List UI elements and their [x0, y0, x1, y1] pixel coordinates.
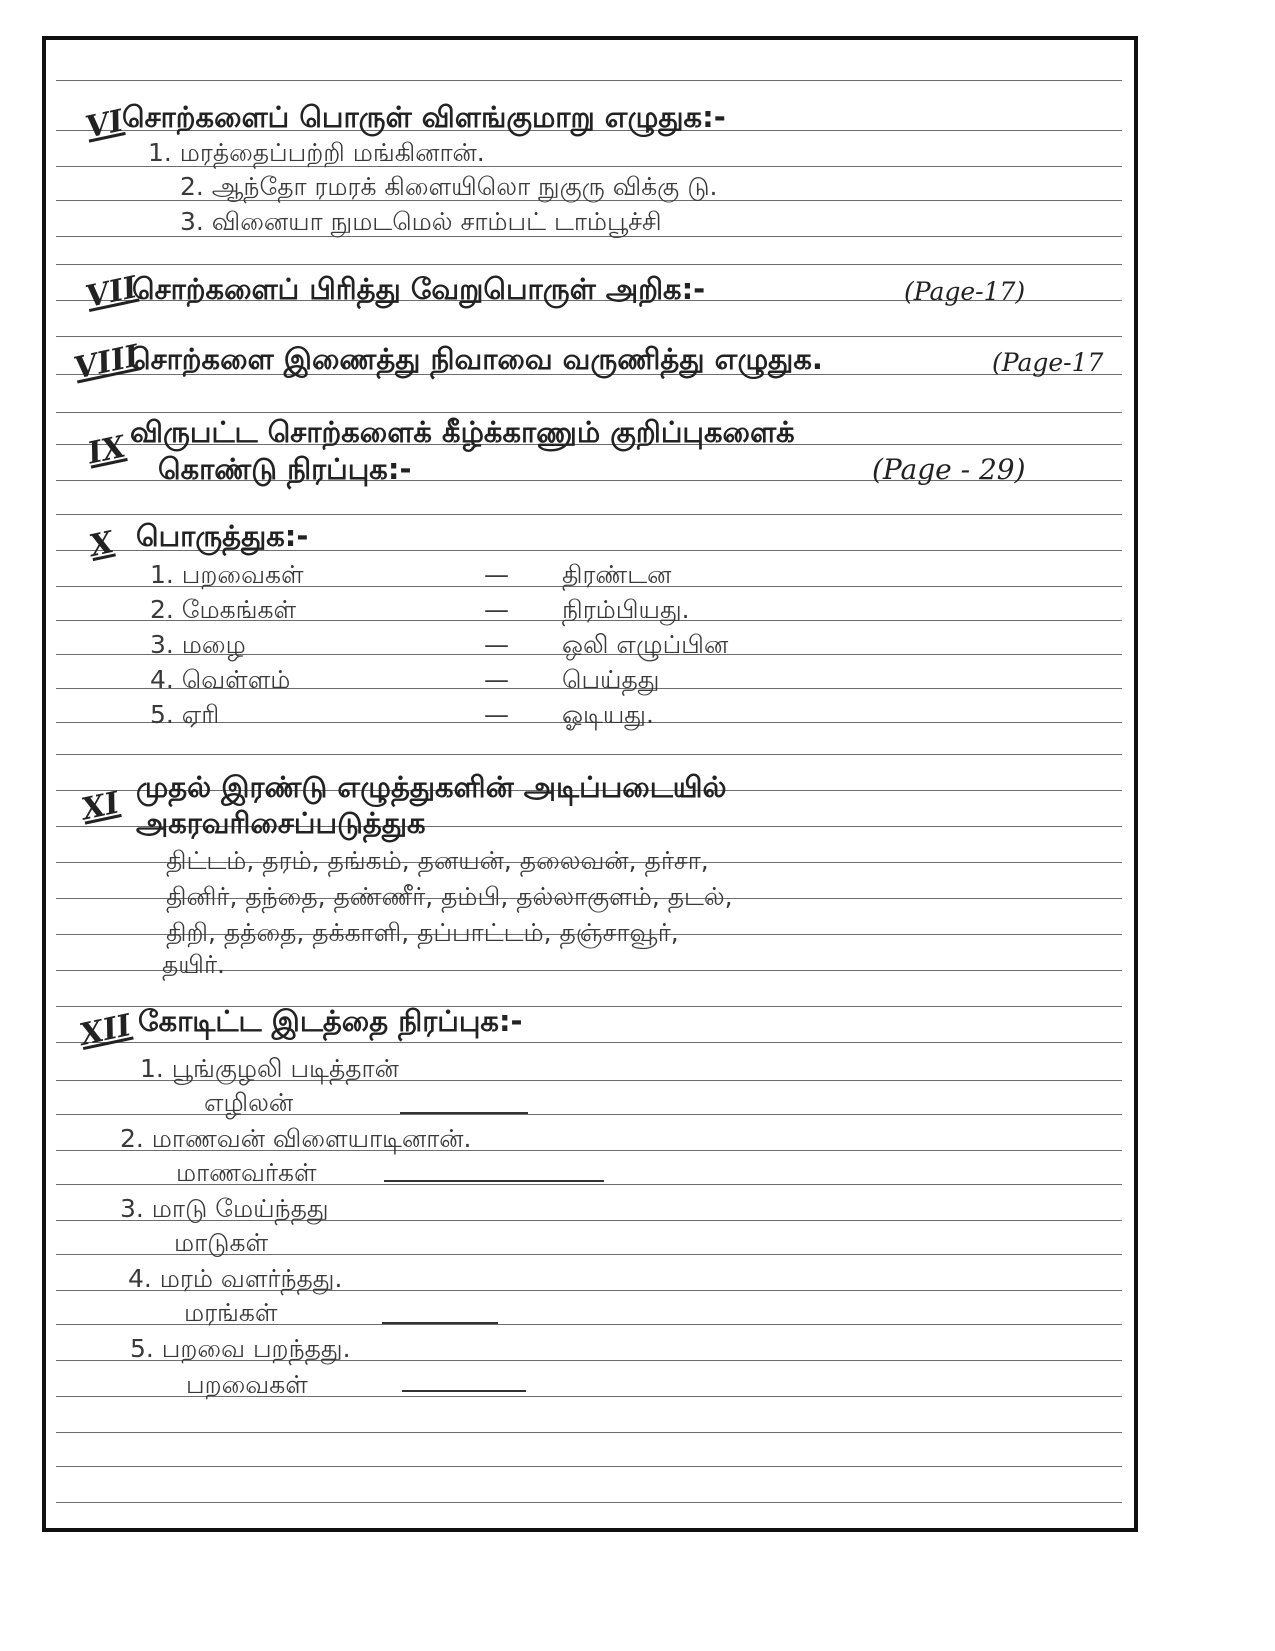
ruled-line: [56, 80, 1122, 81]
ruled-line: [56, 264, 1122, 265]
section-viii-numeral: VIII: [70, 338, 143, 387]
section-ix-line-1: விருபட்ட சொற்களைக் கீழ்க்காணும் குறிப்புகளைக்: [130, 415, 795, 449]
match-right-1: திரண்டன: [562, 560, 672, 589]
ruled-line: [56, 336, 1122, 337]
fill-blank-sentence-3: 3. மாடு மேய்ந்தது: [120, 1194, 329, 1223]
section-xii-heading: கோடிட்ட இடத்தை நிரப்புக:-: [138, 1004, 523, 1038]
match-dash-4: —: [484, 665, 509, 694]
answer-blank-line-1: [400, 1112, 528, 1114]
ruled-line: [56, 1432, 1122, 1433]
fill-blank-answer-3: மாடுகள்: [174, 1228, 269, 1257]
match-dash-5: —: [484, 700, 509, 729]
match-left-4: 4. வெள்ளம்: [150, 665, 291, 694]
section-vii-numeral: VII: [82, 270, 141, 315]
ruled-line: [56, 412, 1122, 413]
section-viii-page-ref: (Page-17: [992, 348, 1104, 377]
xi-words-line-3: திறி, தத்தை, தக்காளி, தப்பாட்டம், தஞ்சாவூர்,: [166, 918, 679, 947]
fill-blank-sentence-5: 5. பறவை பறந்தது.: [130, 1334, 351, 1363]
match-right-2: நிரம்பியது.: [562, 595, 690, 624]
section-ix-line-2: கொண்டு நிரப்புக:-: [158, 452, 412, 486]
fill-blank-sentence-4: 4. மரம் வளர்ந்தது.: [128, 1264, 343, 1293]
section-vii-heading: சொற்களைப் பிரித்து வேறுபொருள் அறிக:-: [132, 272, 706, 306]
match-dash-1: —: [484, 560, 509, 589]
section-vi-a-numeral: VI: [82, 103, 127, 146]
fill-blank-answer-5: பறவைகள்: [186, 1370, 308, 1399]
section-xi-line-2: அகரவரிசைப்படுத்துக: [136, 806, 426, 840]
ruled-line: [56, 1466, 1122, 1467]
section-vi-a-item-1: 1. மரத்தைப்பற்றி மங்கினான்.: [148, 138, 485, 167]
fill-blank-sentence-1: 1. பூங்குழலி படித்தான்: [140, 1054, 399, 1083]
section-vi-a-heading: சொற்களைப் பொருள் விளங்குமாறு எழுதுக:-: [122, 100, 726, 134]
match-dash-2: —: [484, 595, 509, 624]
ruled-line: [56, 754, 1122, 755]
match-dash-3: —: [484, 630, 509, 659]
xi-words-line-4: தயிர்.: [162, 950, 225, 979]
section-x-numeral: X: [86, 524, 117, 565]
xi-words-line-1: திட்டம், தரம், தங்கம், தனயன், தலைவன், தர்சா,: [166, 846, 709, 875]
section-xi-numeral: XI: [78, 785, 123, 828]
section-x-heading: பொருத்துக:-: [136, 519, 309, 553]
match-right-3: ஒலி எழுப்பின: [562, 630, 729, 659]
section-xii-numeral: XII: [76, 1008, 135, 1053]
section-ix-numeral: IX: [84, 429, 129, 472]
ruled-line: [56, 1042, 1122, 1043]
match-left-3: 3. மழை: [150, 630, 246, 659]
section-vi-a-item-3: 3. வினையா நுமடமெல் சாம்பட் டாம்பூச்சி: [180, 207, 662, 236]
section-vi-a-item-2: 2. ஆந்தோ ரமரக் கிளையிலொ நுகுரு விக்கு டு.: [180, 172, 718, 201]
fill-blank-answer-1: எழிலன்: [204, 1088, 294, 1117]
xi-words-line-2: தினிர், தந்தை, தண்ணீர், தம்பி, தல்லாகுளம், தடல்,: [166, 882, 733, 911]
ruled-line: [56, 1502, 1122, 1503]
match-left-2: 2. மேகங்கள்: [150, 595, 297, 624]
fill-blank-sentence-2: 2. மாணவன் விளையாடினான்.: [120, 1124, 472, 1153]
section-viii-heading: சொற்களை இணைத்து நிவாவை வருணித்து எழுதுக.: [128, 342, 823, 376]
ruled-line: [56, 514, 1122, 515]
match-right-4: பெய்தது: [562, 665, 660, 694]
section-vii-page-ref: (Page-17): [904, 277, 1026, 306]
fill-blank-answer-2: மாணவர்கள்: [176, 1158, 317, 1187]
section-xi-line-1: முதல் இரண்டு எழுத்துகளின் அடிப்படையில்: [136, 770, 727, 804]
fill-blank-answer-4: மரங்கள்: [184, 1298, 278, 1327]
match-left-1: 1. பறவைகள்: [150, 560, 304, 589]
match-left-5: 5. ஏரி: [150, 700, 220, 729]
section-ix-page-ref: (Page - 29): [872, 453, 1026, 486]
notebook-page: [42, 36, 1138, 1532]
answer-blank-line-4: [382, 1322, 498, 1324]
answer-blank-line-5: [402, 1390, 526, 1392]
answer-blank-line-2: [384, 1180, 604, 1182]
match-right-5: ஓடியது.: [562, 700, 654, 729]
